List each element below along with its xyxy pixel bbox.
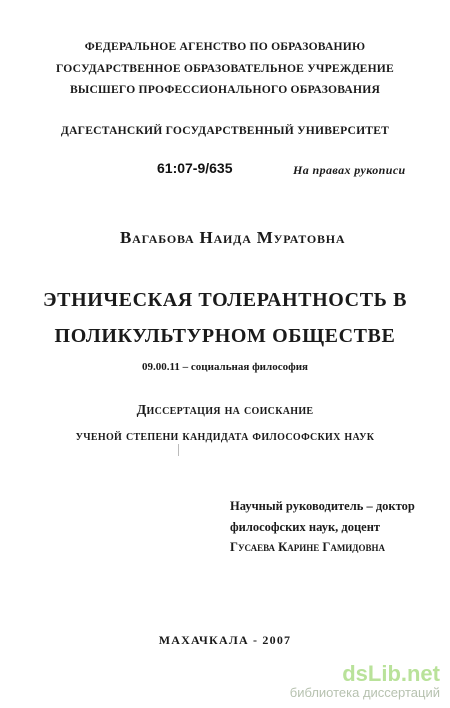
supervisor-line-1: Научный руководитель – доктор (230, 499, 415, 513)
header-line-1: ФЕДЕРАЛЬНОЕ АГЕНСТВО ПО ОБРАЗОВАНИЮ (84, 40, 366, 53)
header-line-2: ГОСУДАРСТВЕННОЕ ОБРАЗОВАТЕЛЬНОЕ УЧРЕЖДЕНИЕ (56, 62, 394, 75)
city-year: МАХАЧКАЛА - 2007 (158, 633, 292, 647)
scan-mark (178, 444, 179, 456)
watermark[interactable] (290, 663, 440, 701)
author-name: Вагабова Наида Муратовна (120, 228, 346, 247)
header-line-3: ВЫСШЕГО ПРОФЕССИОНАЛЬНОГО ОБРАЗОВАНИЯ (69, 83, 381, 96)
shelf-mark: 61:07-9/635 (157, 160, 233, 176)
university-name: ДАГЕСТАНСКИЙ ГОСУДАРСТВЕННЫЙ УНИВЕРСИТЕТ (60, 124, 390, 137)
title-line-1: ЭТНИЧЕСКАЯ ТОЛЕРАНТНОСТЬ В (42, 289, 408, 311)
watermark-brand[interactable]: dsLib.net (342, 661, 440, 686)
title-line-2: ПОЛИКУЛЬТУРНОМ ОБЩЕСТВЕ (54, 325, 396, 347)
supervisor-line-2: философских наук, доцент (230, 520, 381, 534)
degree-line-1: Диссертация на соискание (136, 403, 314, 418)
rights-notice: На правах рукописи (293, 163, 406, 177)
degree-line-2: ученой степени кандидата философских наук (75, 429, 375, 444)
watermark-subtitle: библиотека диссертаций (289, 685, 440, 700)
specialty: 09.00.11 – социальная философия (142, 361, 308, 373)
supervisor-name: Гусаева Карине Гамидовна (230, 540, 386, 554)
